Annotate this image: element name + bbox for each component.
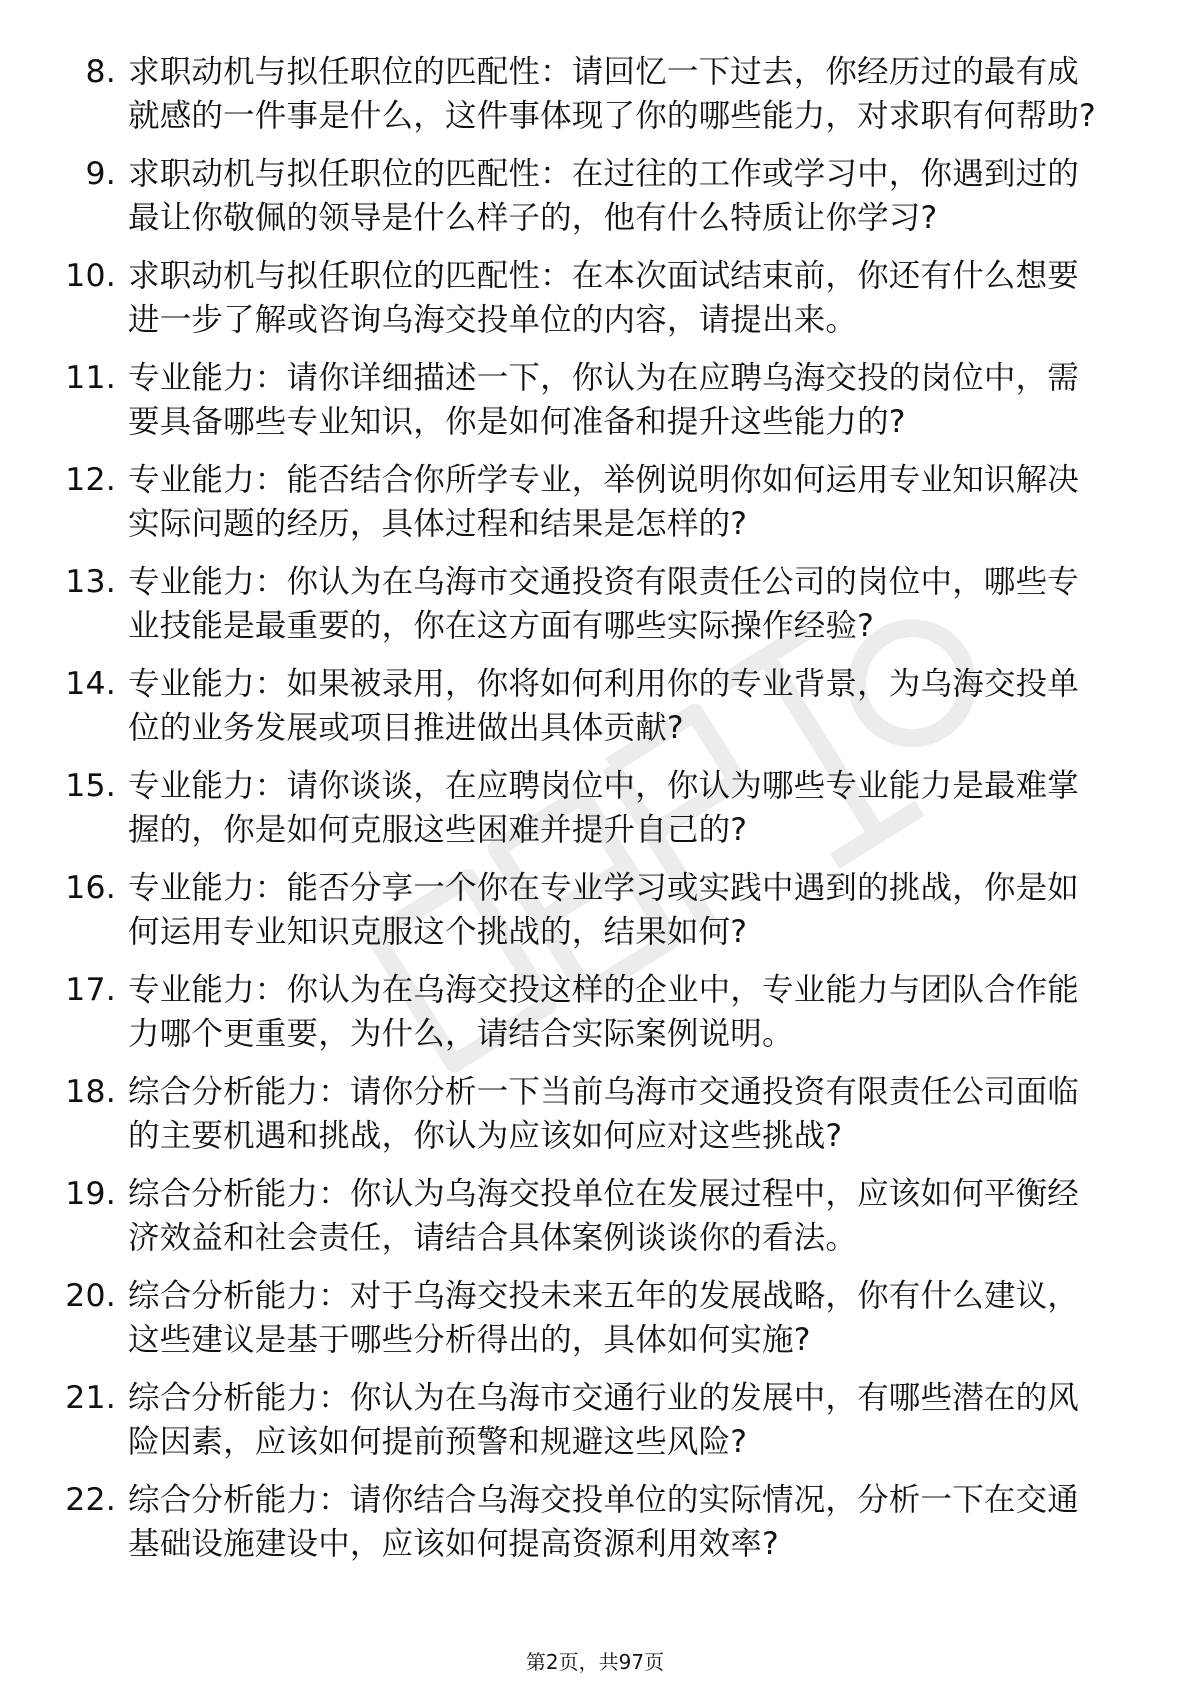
question-text: 求职动机与拟任职位的匹配性：在过往的工作或学习中，你遇到过的最让你敬佩的领导是什么样子的，他有什么特质让你学习? (128, 156, 1080, 236)
question-number: 13. (65, 564, 116, 600)
question-text: 专业能力：你认为在乌海交投这样的企业中，专业能力与团队合作能力哪个更重要，为什么，请结合实际案例说明。 (128, 972, 1080, 1052)
question-text: 综合分析能力：对于乌海交投未来五年的发展战略，你有什么建议，这些建议是基于哪些分析得出的，具体如何实施? (128, 1278, 1080, 1358)
question-number: 10. (65, 258, 116, 294)
list-item (60, 764, 1110, 852)
list-item (60, 560, 1110, 648)
list-item (60, 1070, 1110, 1158)
question-number: 20. (65, 1278, 116, 1314)
question-text: 专业能力：如果被录用，你将如何利用你的专业背景，为乌海交投单位的业务发展或项目推进做出具体贡献? (128, 666, 1080, 746)
question-number: 9. (85, 156, 116, 192)
list-item (60, 356, 1110, 444)
list-item (60, 1172, 1110, 1260)
list-item (60, 152, 1110, 240)
question-text: 专业能力：请你详细描述一下，你认为在应聘乌海交投的岗位中，需要具备哪些专业知识，你是如何准备和提升这些能力的? (128, 360, 1080, 440)
list-item (60, 968, 1110, 1056)
question-number: 19. (65, 1176, 116, 1212)
question-text: 专业能力：请你谈谈，在应聘岗位中，你认为哪些专业能力是最难掌握的，你是如何克服这些困难并提升自己的? (128, 768, 1080, 848)
page-footer (0, 1650, 1190, 1674)
list-item (60, 1376, 1110, 1464)
question-number: 12. (65, 462, 116, 498)
question-number: 14. (65, 666, 116, 702)
question-list (60, 50, 1110, 1580)
list-item (60, 1478, 1110, 1566)
list-item (60, 50, 1110, 138)
question-number: 21. (65, 1380, 116, 1416)
question-number: 17. (65, 972, 116, 1008)
question-number: 18. (65, 1074, 116, 1110)
question-number: 11. (65, 360, 116, 396)
list-item (60, 1274, 1110, 1362)
question-text: 综合分析能力：你认为乌海交投单位在发展过程中，应该如何平衡经济效益和社会责任，请结合具体案例谈谈你的看法。 (128, 1176, 1080, 1256)
question-text: 求职动机与拟任职位的匹配性：在本次面试结束前，你还有什么想要进一步了解或咨询乌海交投单位的内容，请提出来。 (128, 258, 1080, 338)
question-text: 专业能力：能否结合你所学专业，举例说明你如何运用专业知识解决实际问题的经历，具体过程和结果是怎样的? (128, 462, 1080, 542)
question-text: 综合分析能力：请你结合乌海交投单位的实际情况，分析一下在交通基础设施建设中，应该如何提高资源利用效率? (128, 1482, 1080, 1562)
question-number: 16. (65, 870, 116, 906)
list-item (60, 662, 1110, 750)
list-item (60, 866, 1110, 954)
list-item (60, 254, 1110, 342)
page-number-label: 第2页，共97页 (525, 1650, 665, 1674)
question-text: 综合分析能力：请你分析一下当前乌海市交通投资有限责任公司面临的主要机遇和挑战，你认为应该如何应对这些挑战? (128, 1074, 1080, 1154)
question-number: 8. (85, 54, 116, 90)
list-item (60, 458, 1110, 546)
question-number: 15. (65, 768, 116, 804)
question-text: 综合分析能力：你认为在乌海市交通行业的发展中，有哪些潜在的风险因素，应该如何提前预警和规避这些风险? (128, 1380, 1080, 1460)
question-text: 专业能力：你认为在乌海市交通投资有限责任公司的岗位中，哪些专业技能是最重要的，你在这方面有哪些实际操作经验? (128, 564, 1080, 644)
question-number: 22. (65, 1482, 116, 1518)
question-text: 专业能力：能否分享一个你在专业学习或实践中遇到的挑战，你是如何运用专业知识克服这个挑战的，结果如何? (128, 870, 1080, 950)
question-text: 求职动机与拟任职位的匹配性：请回忆一下过去，你经历过的最有成就感的一件事是什么，这件事体现了你的哪些能力，对求职有何帮助? (128, 54, 1096, 134)
